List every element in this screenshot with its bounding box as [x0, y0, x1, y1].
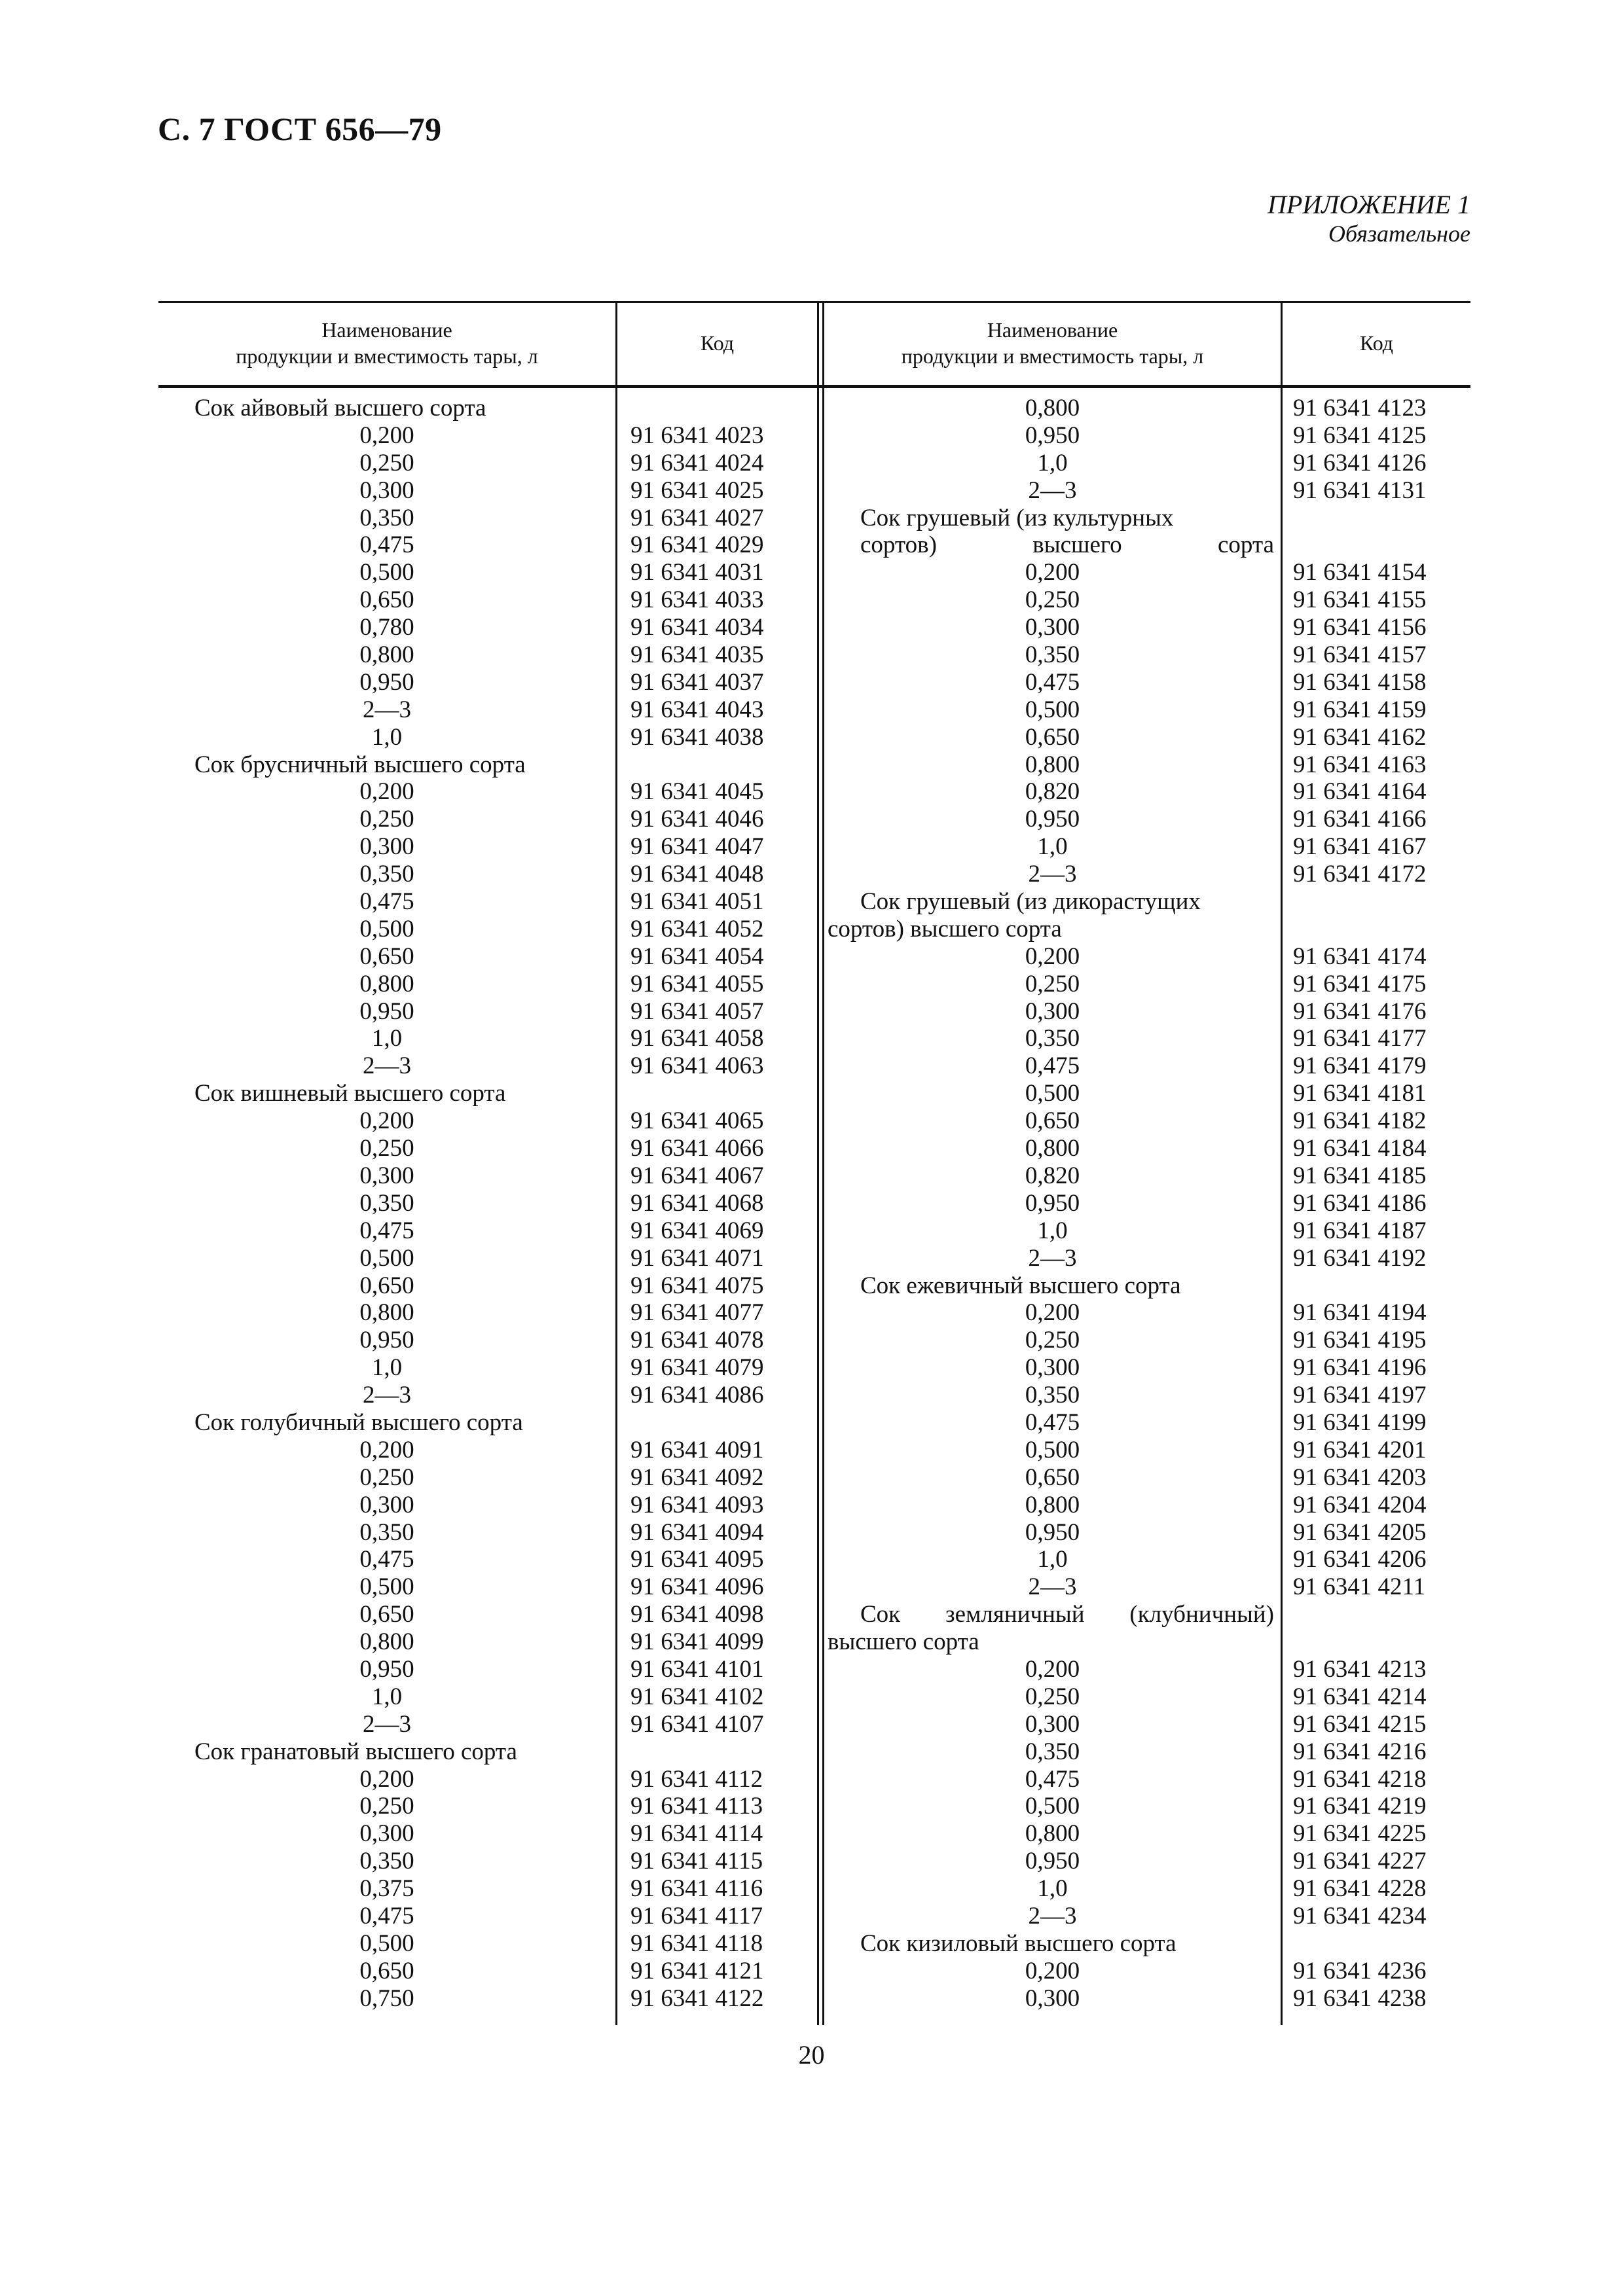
volume-cell: 1,0 — [371, 1683, 403, 1710]
volume-cell: 0,350 — [359, 1189, 414, 1217]
volume-cell: 0,200 — [1025, 1957, 1080, 1984]
column-divider-double-a — [817, 301, 819, 2025]
code-cell: 91 6341 4228 — [1293, 1875, 1427, 1903]
volume-cell: 0,200 — [1025, 559, 1080, 586]
volume-cell: 0,475 — [359, 531, 414, 559]
code-cell: 91 6341 4238 — [1293, 1984, 1427, 2012]
code-cell: 91 6341 4092 — [630, 1463, 764, 1491]
volume-cell: 2—3 — [1028, 1902, 1077, 1929]
code-cell: 91 6341 4118 — [630, 1929, 763, 1957]
code-cell: 91 6341 4067 — [630, 1162, 764, 1189]
code-cell: 91 6341 4095 — [630, 1546, 764, 1573]
volume-cell: 0,200 — [1025, 1299, 1080, 1327]
volume-cell: 0,250 — [1025, 586, 1080, 614]
volume-cell: 0,500 — [1025, 696, 1080, 723]
category-title-continued: высшего сорта — [828, 1628, 979, 1656]
code-cell: 91 6341 4107 — [630, 1710, 764, 1738]
volume-cell: 1,0 — [371, 1025, 403, 1052]
volume-cell: 0,950 — [1025, 1189, 1080, 1217]
code-cell: 91 6341 4192 — [1293, 1244, 1427, 1272]
code-cell: 91 6341 4048 — [630, 861, 764, 888]
volume-cell: 0,500 — [359, 559, 414, 586]
code-cell — [630, 1409, 814, 1437]
code-cell — [630, 751, 814, 779]
volume-cell: 0,800 — [359, 1299, 414, 1327]
code-cell: 91 6341 4065 — [630, 1107, 764, 1135]
volume-cell: 0,200 — [359, 1436, 414, 1463]
volume-cell: 0,800 — [1025, 1135, 1080, 1162]
volume-cell: 0,350 — [1025, 1382, 1080, 1409]
code-cell: 91 6341 4115 — [630, 1848, 763, 1875]
volume-cell: 1,0 — [1037, 833, 1068, 861]
code-cell: 91 6341 4213 — [1293, 1655, 1427, 1683]
code-cell: 91 6341 4194 — [1293, 1299, 1427, 1327]
left-name-column — [158, 395, 615, 2013]
volume-cell: 0,475 — [1025, 668, 1080, 696]
code-cell: 91 6341 4037 — [630, 668, 764, 696]
code-cell: 91 6341 4102 — [630, 1683, 764, 1710]
volume-cell: 0,475 — [1025, 1052, 1080, 1080]
volume-cell: 0,820 — [1025, 1162, 1080, 1189]
volume-cell: 0,650 — [359, 942, 414, 970]
code-cell: 91 6341 4069 — [630, 1217, 764, 1244]
volume-cell: 2—3 — [363, 1052, 411, 1080]
volume-cell: 0,300 — [359, 1491, 414, 1518]
volume-cell: 0,250 — [359, 806, 414, 833]
volume-cell: 0,950 — [359, 997, 414, 1025]
volume-cell: 0,950 — [1025, 1848, 1080, 1875]
volume-cell: 0,475 — [359, 1546, 414, 1573]
code-cell: 91 6341 4219 — [1293, 1793, 1427, 1820]
code-cell: 91 6341 4187 — [1293, 1217, 1427, 1244]
code-cell — [630, 1080, 814, 1107]
volume-cell: 0,800 — [1025, 1491, 1080, 1518]
code-cell: 91 6341 4203 — [1293, 1463, 1427, 1491]
code-cell: 91 6341 4051 — [630, 888, 764, 916]
column-divider-3 — [1281, 301, 1283, 2025]
volume-cell: 0,200 — [1025, 942, 1080, 970]
code-cell: 91 6341 4126 — [1293, 449, 1427, 476]
volume-cell: 0,350 — [1025, 1738, 1080, 1765]
volume-cell: 0,950 — [1025, 422, 1080, 449]
code-cell — [630, 395, 814, 422]
code-cell: 91 6341 4195 — [1293, 1327, 1427, 1354]
code-cell — [1293, 1272, 1470, 1300]
volume-cell: 0,820 — [1025, 778, 1080, 806]
code-cell: 91 6341 4068 — [630, 1189, 764, 1217]
volume-cell: 0,475 — [1025, 1408, 1080, 1436]
code-cell — [1293, 1930, 1470, 1958]
volume-cell: 2—3 — [363, 1382, 411, 1409]
volume-cell: 0,250 — [359, 1135, 414, 1162]
header-code-right — [1283, 301, 1470, 385]
code-cell — [1293, 1601, 1470, 1628]
volume-cell: 0,300 — [359, 1820, 414, 1848]
category-title: Сок ежевичный высшего сорта — [860, 1272, 1181, 1299]
volume-cell: 2—3 — [1028, 476, 1077, 504]
code-cell: 91 6341 4079 — [630, 1354, 764, 1382]
code-cell: 91 6341 4205 — [1293, 1518, 1427, 1546]
volume-cell: 0,475 — [359, 1217, 414, 1244]
table-header-rule — [158, 385, 1470, 388]
volume-cell: 2—3 — [363, 1710, 411, 1738]
volume-cell: 2—3 — [1028, 1573, 1077, 1601]
column-divider-1 — [615, 301, 617, 2025]
volume-cell: 0,500 — [1025, 1080, 1080, 1107]
appendix-title: ПРИЛОЖЕНИЕ 1 — [1267, 190, 1470, 219]
volume-cell: 0,300 — [359, 1162, 414, 1189]
volume-cell: 0,250 — [1025, 1683, 1080, 1710]
volume-cell: 0,300 — [1025, 1354, 1080, 1382]
volume-cell: 0,475 — [359, 1902, 414, 1929]
code-cell: 91 6341 4071 — [630, 1244, 764, 1272]
volume-cell: 0,350 — [359, 1848, 414, 1875]
volume-cell: 0,500 — [359, 1244, 414, 1272]
volume-cell: 0,800 — [1025, 1820, 1080, 1848]
code-cell: 91 6341 4057 — [630, 997, 764, 1025]
volume-cell: 0,300 — [359, 833, 414, 861]
code-cell: 91 6341 4234 — [1293, 1902, 1427, 1929]
code-cell: 91 6341 4052 — [630, 915, 764, 942]
volume-cell: 2—3 — [1028, 861, 1077, 888]
code-cell: 91 6341 4182 — [1293, 1107, 1427, 1135]
code-cell: 91 6341 4175 — [1293, 970, 1427, 997]
code-cell: 91 6341 4101 — [630, 1655, 764, 1683]
volume-cell: 0,750 — [359, 1984, 414, 2012]
volume-cell: 0,375 — [359, 1875, 414, 1903]
code-cell — [1293, 1628, 1470, 1656]
volume-cell: 0,475 — [1025, 1765, 1080, 1793]
volume-cell: 0,500 — [359, 1929, 414, 1957]
volume-cell: 1,0 — [1037, 1875, 1068, 1903]
code-cell: 91 6341 4166 — [1293, 806, 1427, 833]
volume-cell: 0,200 — [359, 422, 414, 449]
code-cell — [1293, 531, 1470, 559]
volume-cell: 0,650 — [359, 1272, 414, 1299]
volume-cell: 1,0 — [1037, 449, 1068, 476]
code-cell: 91 6341 4155 — [1293, 586, 1427, 614]
header-name-left-line2: продукции и вместимость тары, л — [236, 344, 538, 368]
volume-cell: 0,300 — [1025, 997, 1080, 1025]
code-cell: 91 6341 4164 — [1293, 778, 1427, 806]
volume-cell: 1,0 — [1037, 1546, 1068, 1573]
volume-cell: 0,800 — [359, 641, 414, 669]
appendix-subtitle: Обязательное — [1328, 221, 1470, 247]
volume-cell: 1,0 — [1037, 1217, 1068, 1244]
code-cell: 91 6341 4029 — [630, 531, 764, 559]
code-cell: 91 6341 4216 — [1293, 1738, 1427, 1765]
volume-cell: 0,350 — [1025, 641, 1080, 669]
code-cell: 91 6341 4055 — [630, 970, 764, 997]
volume-cell: 0,950 — [359, 668, 414, 696]
volume-cell: 0,250 — [1025, 970, 1080, 997]
volume-cell: 0,500 — [359, 915, 414, 942]
code-cell: 91 6341 4227 — [1293, 1848, 1427, 1875]
appendix-label — [1267, 190, 1470, 247]
category-title: Сок земляничный (клубничный) — [860, 1601, 1274, 1628]
page-number: 20 — [798, 2040, 825, 2070]
volume-cell: 0,950 — [1025, 1518, 1080, 1546]
code-cell: 91 6341 4201 — [1293, 1436, 1427, 1463]
volume-cell: 0,800 — [1025, 395, 1080, 422]
volume-cell: 0,650 — [359, 1957, 414, 1984]
code-cell: 91 6341 4058 — [630, 1025, 764, 1052]
code-cell: 91 6341 4215 — [1293, 1710, 1427, 1738]
code-cell: 91 6341 4099 — [630, 1628, 764, 1656]
volume-cell: 0,500 — [1025, 1793, 1080, 1820]
code-cell: 91 6341 4174 — [1293, 942, 1427, 970]
category-title: Сок голубичный высшего сорта — [194, 1408, 523, 1436]
code-cell: 91 6341 4125 — [1293, 422, 1427, 449]
category-title-continued: сортов) высшего сорта — [828, 915, 1062, 942]
volume-cell: 0,800 — [359, 970, 414, 997]
volume-cell: 0,950 — [359, 1655, 414, 1683]
volume-cell: 0,300 — [1025, 1710, 1080, 1738]
code-cell: 91 6341 4163 — [1293, 751, 1427, 778]
volume-cell: 0,800 — [359, 1628, 414, 1656]
volume-cell: 0,650 — [1025, 723, 1080, 751]
code-cell: 91 6341 4157 — [1293, 641, 1427, 669]
volume-cell: 0,475 — [359, 888, 414, 916]
category-title: Сок грушевый (из культурных — [860, 504, 1174, 531]
code-cell — [1293, 916, 1470, 943]
code-cell: 91 6341 4185 — [1293, 1162, 1427, 1189]
category-title: Сок вишневый высшего сорта — [194, 1080, 506, 1107]
volume-cell: 0,200 — [359, 778, 414, 806]
code-cell: 91 6341 4116 — [630, 1875, 763, 1903]
code-cell: 91 6341 4186 — [1293, 1189, 1427, 1217]
volume-cell: 0,800 — [1025, 751, 1080, 778]
header-code-right-label: Код — [1359, 331, 1394, 355]
volume-cell: 0,650 — [359, 1601, 414, 1628]
volume-cell: 1,0 — [371, 1354, 403, 1382]
code-cell: 91 6341 4114 — [630, 1820, 763, 1848]
volume-cell: 0,350 — [359, 861, 414, 888]
code-cell: 91 6341 4225 — [1293, 1820, 1427, 1848]
volume-cell: 0,300 — [1025, 1984, 1080, 2012]
volume-cell: 0,200 — [359, 1765, 414, 1793]
header-code-left — [617, 301, 817, 385]
code-cell: 91 6341 4197 — [1293, 1382, 1427, 1409]
code-cell: 91 6341 4094 — [630, 1518, 764, 1546]
code-cell: 91 6341 4112 — [630, 1765, 763, 1793]
right-name-column — [824, 395, 1281, 2013]
volume-cell: 0,650 — [1025, 1107, 1080, 1135]
code-cell — [1293, 505, 1470, 532]
volume-cell: 0,950 — [359, 1327, 414, 1354]
code-cell: 91 6341 4206 — [1293, 1546, 1427, 1573]
code-cell: 91 6341 4066 — [630, 1135, 764, 1162]
volume-cell: 0,500 — [1025, 1436, 1080, 1463]
code-cell: 91 6341 4031 — [630, 559, 764, 586]
right-code-column — [1293, 395, 1470, 2013]
code-cell: 91 6341 4098 — [630, 1601, 764, 1628]
volume-cell: 2—3 — [363, 696, 411, 723]
code-cell — [1293, 888, 1470, 916]
page-header: С. 7 ГОСТ 656—79 — [158, 111, 442, 147]
code-cell: 91 6341 4159 — [1293, 696, 1427, 723]
code-cell: 91 6341 4093 — [630, 1491, 764, 1518]
category-title: Сок кизиловый высшего сорта — [860, 1929, 1176, 1957]
code-cell: 91 6341 4077 — [630, 1299, 764, 1327]
code-cell: 91 6341 4162 — [1293, 723, 1427, 751]
code-cell: 91 6341 4117 — [630, 1902, 763, 1929]
code-cell: 91 6341 4122 — [630, 1984, 764, 2012]
code-cell: 91 6341 4199 — [1293, 1408, 1427, 1436]
header-name-right-line2: продукции и вместимость тары, л — [901, 344, 1204, 368]
volume-cell: 1,0 — [371, 723, 403, 751]
code-cell: 91 6341 4054 — [630, 942, 764, 970]
code-cell: 91 6341 4045 — [630, 778, 764, 806]
volume-cell: 0,780 — [359, 614, 414, 641]
code-cell: 91 6341 4023 — [630, 422, 764, 449]
volume-cell: 0,250 — [359, 1793, 414, 1820]
code-cell — [630, 1738, 814, 1766]
code-cell: 91 6341 4158 — [1293, 668, 1427, 696]
volume-cell: 0,250 — [1025, 1327, 1080, 1354]
code-cell: 91 6341 4154 — [1293, 559, 1427, 586]
volume-cell: 0,350 — [359, 504, 414, 531]
code-cell: 91 6341 4091 — [630, 1436, 764, 1463]
code-cell: 91 6341 4236 — [1293, 1957, 1427, 1984]
code-cell: 91 6341 4156 — [1293, 614, 1427, 641]
header-name-right-line1: Наименование — [987, 318, 1118, 342]
volume-cell: 0,650 — [1025, 1463, 1080, 1491]
header-code-left-label: Код — [700, 331, 735, 355]
code-cell: 91 6341 4078 — [630, 1327, 764, 1354]
code-cell: 91 6341 4184 — [1293, 1135, 1427, 1162]
volume-cell: 0,650 — [359, 586, 414, 614]
category-title: Сок гранатовый высшего сорта — [194, 1738, 517, 1765]
code-cell: 91 6341 4123 — [1293, 395, 1427, 422]
code-cell: 91 6341 4033 — [630, 586, 764, 614]
code-cell: 91 6341 4204 — [1293, 1491, 1427, 1518]
volume-cell: 0,200 — [1025, 1655, 1080, 1683]
code-cell: 91 6341 4046 — [630, 806, 764, 833]
code-cell: 91 6341 4096 — [630, 1573, 764, 1601]
code-cell: 91 6341 4063 — [630, 1052, 764, 1080]
code-cell: 91 6341 4176 — [1293, 997, 1427, 1025]
volume-cell: 0,350 — [359, 1518, 414, 1546]
code-cell: 91 6341 4167 — [1293, 833, 1427, 861]
header-name-right — [824, 301, 1281, 385]
code-cell: 91 6341 4035 — [630, 641, 764, 669]
volume-cell: 2—3 — [1028, 1244, 1077, 1272]
code-cell: 91 6341 4113 — [630, 1793, 763, 1820]
volume-cell: 0,950 — [1025, 806, 1080, 833]
left-code-column — [630, 395, 814, 2013]
code-cell: 91 6341 4038 — [630, 723, 764, 751]
volume-cell: 0,200 — [359, 1107, 414, 1135]
code-cell: 91 6341 4034 — [630, 614, 764, 641]
category-title: Сок айвовый высшего сорта — [194, 395, 486, 422]
code-cell: 91 6341 4177 — [1293, 1025, 1427, 1052]
category-title-continued: сортов) высшего сорта — [860, 531, 1274, 559]
code-cell: 91 6341 4211 — [1293, 1573, 1426, 1601]
code-cell: 91 6341 4047 — [630, 833, 764, 861]
category-title: Сок грушевый (из дикорастущих — [860, 888, 1201, 916]
code-cell: 91 6341 4086 — [630, 1382, 764, 1409]
header-name-left — [158, 301, 615, 385]
code-cell: 91 6341 4024 — [630, 449, 764, 476]
volume-cell: 0,350 — [1025, 1025, 1080, 1052]
code-cell: 91 6341 4214 — [1293, 1683, 1427, 1710]
volume-cell: 0,300 — [359, 476, 414, 504]
volume-cell: 0,250 — [359, 449, 414, 476]
code-cell: 91 6341 4075 — [630, 1272, 764, 1299]
code-cell: 91 6341 4181 — [1293, 1080, 1427, 1107]
header-name-left-line1: Наименование — [321, 318, 452, 342]
code-cell: 91 6341 4025 — [630, 476, 764, 504]
volume-cell: 0,500 — [359, 1573, 414, 1601]
category-title: Сок брусничный высшего сорта — [194, 751, 526, 778]
code-cell: 91 6341 4196 — [1293, 1354, 1427, 1382]
code-cell: 91 6341 4027 — [630, 504, 764, 531]
volume-cell: 0,300 — [1025, 614, 1080, 641]
code-cell: 91 6341 4131 — [1293, 476, 1427, 504]
code-cell: 91 6341 4179 — [1293, 1052, 1427, 1080]
code-cell: 91 6341 4172 — [1293, 861, 1427, 888]
code-cell: 91 6341 4043 — [630, 696, 764, 723]
code-cell: 91 6341 4218 — [1293, 1765, 1427, 1793]
code-cell: 91 6341 4121 — [630, 1957, 764, 1984]
volume-cell: 0,250 — [359, 1463, 414, 1491]
